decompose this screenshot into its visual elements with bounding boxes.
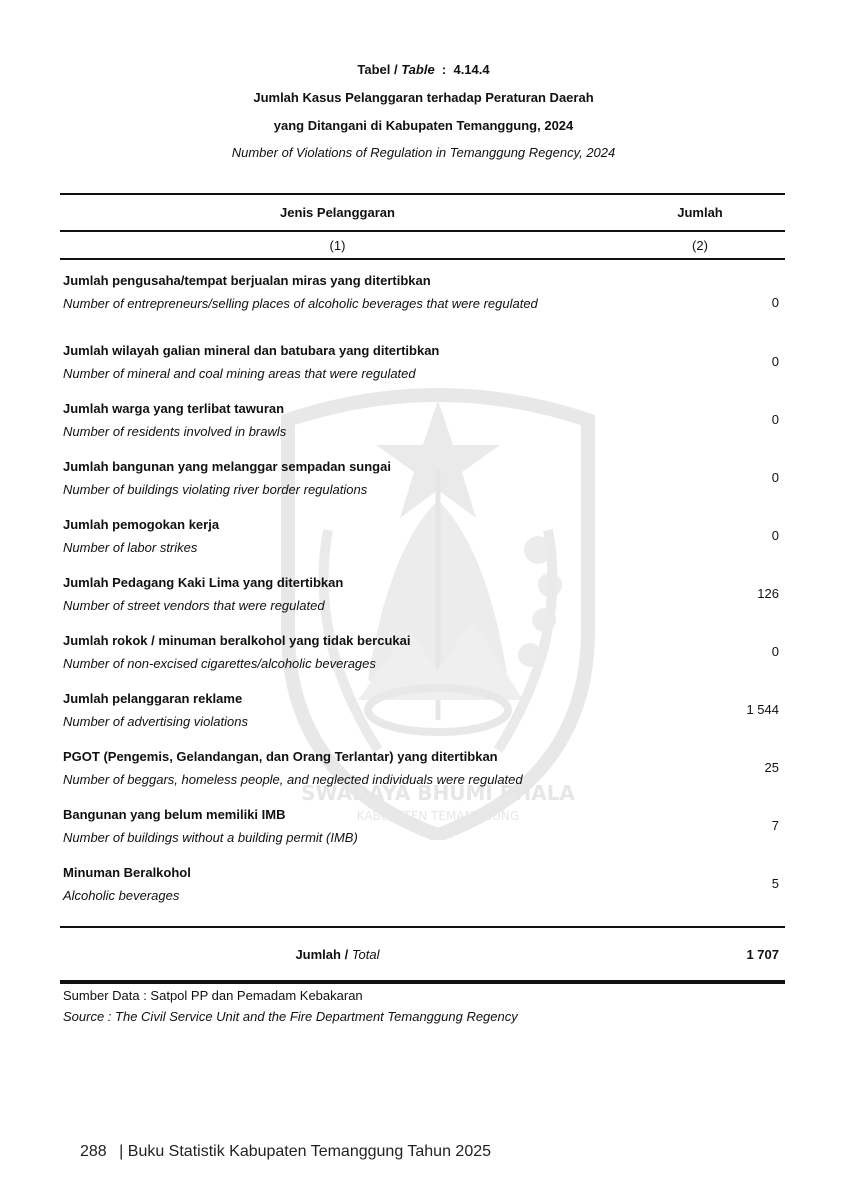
source-id: Sumber Data : Satpol PP dan Pemadam Kebakaran bbox=[63, 988, 363, 1003]
row-label-en: Number of street vendors that were regulated bbox=[63, 598, 325, 613]
total-label-en: Total bbox=[351, 947, 380, 962]
table-row bbox=[63, 865, 785, 923]
row-value: 0 bbox=[771, 528, 779, 543]
row-label-en: Number of labor strikes bbox=[63, 540, 198, 555]
total-label-id: Jumlah / bbox=[295, 947, 352, 962]
row-value: 0 bbox=[771, 354, 779, 369]
source-en: Source : The Civil Service Unit and the Fire Department Temanggung Regency bbox=[63, 1009, 518, 1024]
row-label-id: Minuman Beralkohol bbox=[63, 865, 191, 880]
row-value: 1 544 bbox=[746, 702, 779, 717]
row-label-id: Bangunan yang belum memiliki IMB bbox=[63, 807, 286, 822]
table-bottom-rule bbox=[60, 980, 785, 984]
row-value: 0 bbox=[771, 295, 779, 310]
row-label-id: Jumlah pengusaha/tempat berjualan miras yang ditertibkan bbox=[63, 273, 431, 288]
row-label-id: Jumlah warga yang terlibat tawuran bbox=[63, 401, 285, 416]
row-label-id: Jumlah Pedagang Kaki Lima yang ditertibkan bbox=[63, 575, 344, 590]
table-prefix-en: Table bbox=[401, 62, 435, 77]
column-number-1: (1) bbox=[329, 238, 346, 253]
table-row bbox=[63, 401, 785, 459]
row-label-en: Alcoholic beverages bbox=[63, 888, 180, 903]
table-prefix: Tabel / bbox=[357, 62, 402, 77]
table-row bbox=[63, 749, 785, 807]
row-label-en: Number of residents involved in brawls bbox=[63, 424, 287, 439]
row-value: 0 bbox=[771, 644, 779, 659]
table-row bbox=[63, 633, 785, 691]
row-label-en: Number of advertising violations bbox=[63, 714, 248, 729]
table-top-rule bbox=[60, 193, 785, 195]
footer-separator: | bbox=[119, 1143, 124, 1160]
column-number-rule bbox=[60, 258, 785, 260]
row-value: 0 bbox=[771, 470, 779, 485]
row-label-id: Jumlah wilayah galian mineral dan batubara yang ditertibkan bbox=[63, 343, 440, 358]
book-title: Buku Statistik Kabupaten Temanggung Tahun 2025 bbox=[127, 1143, 492, 1160]
row-label-en: Number of non-excised cigarettes/alcoholic beverages bbox=[63, 656, 376, 671]
row-label-id: Jumlah pelanggaran reklame bbox=[63, 691, 243, 706]
table-row bbox=[63, 575, 785, 633]
row-label-en: Number of buildings without a building permit (IMB) bbox=[63, 830, 358, 845]
column-number-2: (2) bbox=[692, 238, 708, 253]
row-value: 25 bbox=[764, 760, 779, 775]
watermark-region: KABUPATEN TEMANGGUNG bbox=[356, 809, 520, 823]
total-label bbox=[60, 947, 615, 962]
page-footer bbox=[80, 1143, 491, 1161]
row-label-en: Number of beggars, homeless people, and neglected individuals were regulated bbox=[63, 772, 523, 787]
column-header-type: Jenis Pelanggaran bbox=[280, 205, 395, 220]
table-row bbox=[63, 343, 785, 401]
table-title-line1: Jumlah Kasus Pelanggaran terhadap Peraturan Daerah bbox=[253, 90, 594, 105]
column-header-count: Jumlah bbox=[677, 205, 723, 220]
row-value: 0 bbox=[771, 412, 779, 427]
header-rule bbox=[60, 230, 785, 232]
table-row bbox=[63, 459, 785, 517]
table-row bbox=[63, 517, 785, 575]
page-number: 288 bbox=[80, 1143, 107, 1160]
table-title-en: Number of Violations of Regulation in Temanggung Regency, 2024 bbox=[231, 145, 616, 160]
row-value: 126 bbox=[757, 586, 779, 601]
row-label-id: Jumlah bangunan yang melanggar sempadan sungai bbox=[63, 459, 391, 474]
row-label-en: Number of entrepreneurs/selling places of alcoholic beverages that were regulated bbox=[63, 296, 538, 311]
table-row bbox=[63, 691, 785, 749]
row-label-id: PGOT (Pengemis, Gelandangan, dan Orang Terlantar) yang ditertibkan bbox=[63, 749, 498, 764]
row-value: 7 bbox=[771, 818, 779, 833]
table-row bbox=[63, 273, 785, 331]
table-title-line2: yang Ditangani di Kabupaten Temanggung, 2024 bbox=[273, 118, 574, 133]
watermark-motto: SWADAYA BHUMI PHALA bbox=[301, 781, 575, 805]
table-row bbox=[63, 807, 785, 865]
row-label-id: Jumlah rokok / minuman beralkohol yang tidak bercukai bbox=[63, 633, 411, 648]
row-label-en: Number of buildings violating river border regulations bbox=[63, 482, 368, 497]
row-label-id: Jumlah pemogokan kerja bbox=[63, 517, 220, 532]
row-value: 5 bbox=[771, 876, 779, 891]
row-label-en: Number of mineral and coal mining areas that were regulated bbox=[63, 366, 416, 381]
table-number-line bbox=[0, 62, 847, 77]
table-number: : 4.14.4 bbox=[434, 62, 490, 77]
total-value: 1 707 bbox=[746, 947, 779, 962]
total-top-rule bbox=[60, 926, 785, 928]
